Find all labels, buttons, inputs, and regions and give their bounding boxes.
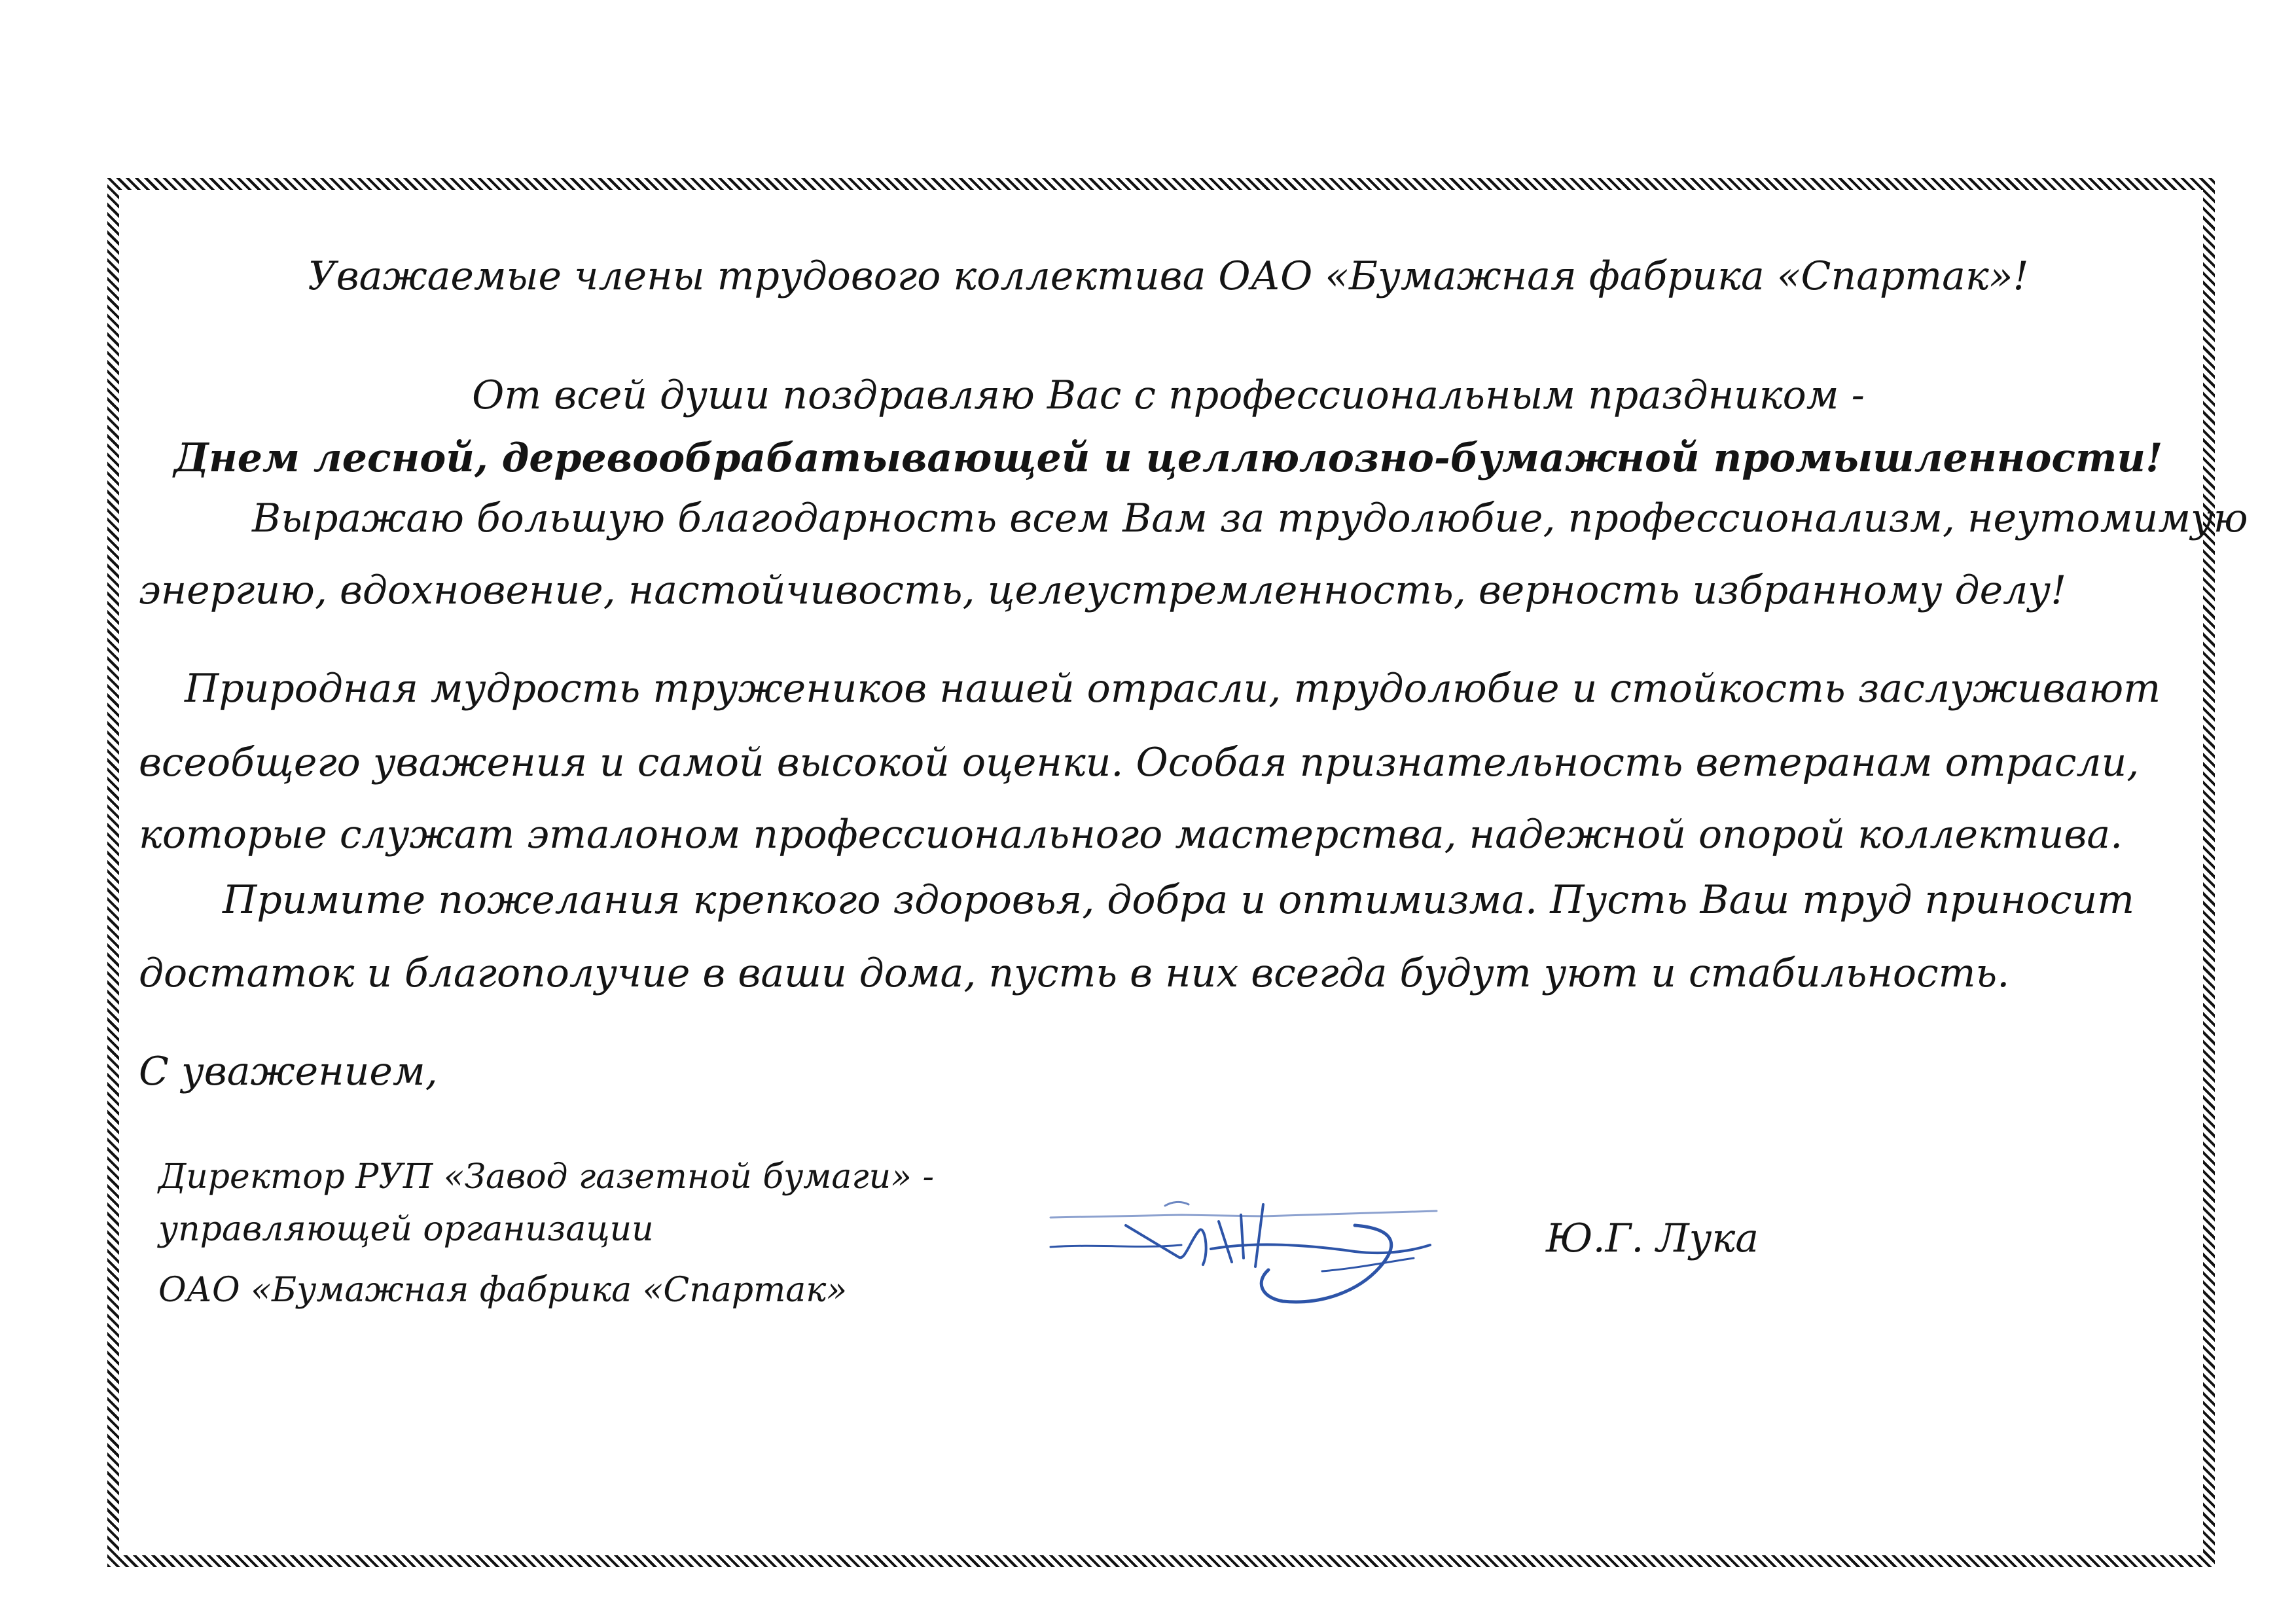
paragraph-3-line-2: достаток и благополучие в ваши дома, пусть в них всегда будут уют и стабильность. [139,950,2010,996]
paragraph-2-line-3: которые служат эталоном профессионального мастерства, надежной опорой коллектива. [139,812,2123,857]
paragraph-3-line-1: Примите пожелания крепкого здоровья, добра и оптимизма. Пусть Ваш труд приносит [223,877,2135,923]
signatory-position-line-3: ОАО «Бумажная фабрика «Спартак» [158,1271,848,1310]
paragraph-2-line-2: всеобщего уважения и самой высокой оценки. Особая признательность ветеранам отрасли, [139,740,2140,785]
signatory-position-line-2: управляющей организации [158,1210,654,1249]
congratulation-line: От всей души поздравляю Вас с профессиональным праздником - [472,372,1865,418]
signatory-position-line-1: Директор РУП «Завод газетной бумаги» - [158,1157,935,1197]
paragraph-2-line-1: Природная мудрость тружеников нашей отрасли, трудолюбие и стойкость заслуживают [185,666,2161,712]
salutation: Уважаемые члены трудового коллектива ОАО «Бумажная фабрика «Спартак»! [308,253,2029,299]
signatory-name: Ю.Г. Лука [1546,1216,1759,1261]
closing-phrase: С уважением, [139,1049,438,1094]
handwritten-signature [1047,1185,1440,1316]
holiday-name-line: Днем лесной, деревообрабатывающей и целлюлозно-бумажной промышленности! [173,435,2163,481]
paragraph-1-line-1: Выражаю большую благодарность всем Вам за трудолюбие, профессионализм, неутомимую [252,496,2248,541]
paragraph-1-line-2: энергию, вдохновение, настойчивость, целеустремленность, верность избранному делу! [139,568,2067,613]
